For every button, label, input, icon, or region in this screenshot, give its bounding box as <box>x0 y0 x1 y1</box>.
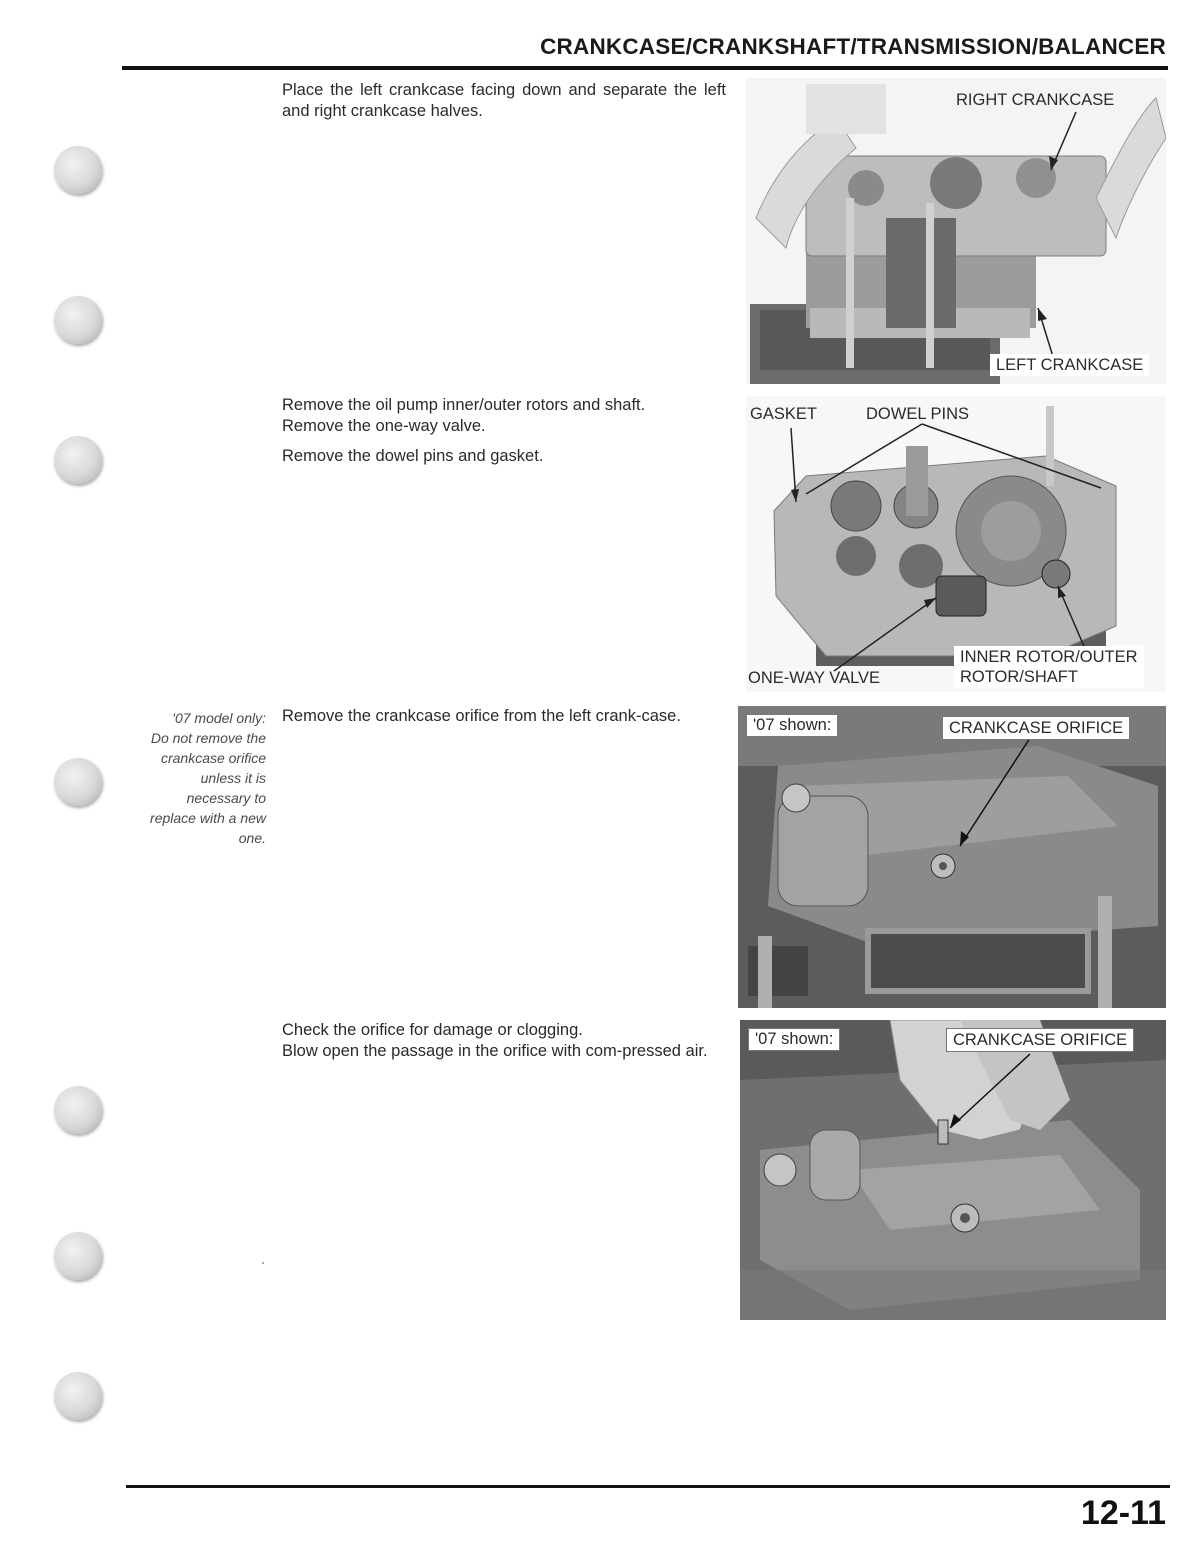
label-line: INNER ROTOR/OUTER <box>960 648 1138 666</box>
step-line: Remove the oil pump inner/outer rotors and shaft. <box>282 396 646 414</box>
side-note-line: Do not remove the <box>150 730 266 746</box>
header-rule <box>122 66 1168 70</box>
figure-crankcase-orifice <box>738 706 1166 1008</box>
side-note-line: one. <box>238 830 266 846</box>
binder-hole <box>54 436 102 484</box>
label-left-crankcase: LEFT CRANKCASE <box>990 354 1149 376</box>
label-line: ROTOR/SHAFT <box>960 668 1078 686</box>
side-note <box>120 708 266 848</box>
step-remove-orifice: Remove the crankcase orifice from the left crank-case. <box>282 707 681 725</box>
figure-orifice-check <box>740 1020 1166 1320</box>
side-note-line: replace with a new <box>150 810 266 826</box>
side-note-line: necessary to <box>186 790 266 806</box>
label-dowel-pins: DOWEL PINS <box>866 405 969 423</box>
step-line: Blow open the passage in the orifice with com-pressed air. <box>282 1041 708 1060</box>
label-one-way-valve: ONE-WAY VALVE <box>748 669 881 687</box>
binder-hole <box>54 1086 102 1134</box>
step-line: Check the orifice for damage or clogging. <box>282 1021 583 1039</box>
binder-hole <box>54 758 102 806</box>
figure-crankcase-separation <box>746 78 1166 384</box>
page-number: 12-11 <box>1080 1494 1166 1532</box>
step-check-orifice <box>282 1020 726 1061</box>
binder-hole <box>54 146 102 194</box>
side-note-line: crankcase orifice <box>160 750 266 766</box>
label-gasket: GASKET <box>750 405 817 423</box>
side-note-line: unless it is <box>200 770 266 786</box>
orifice-check-photo-illustration <box>740 1020 1166 1320</box>
step-separate-crankcase: Place the left crankcase facing down and separate the left and right crankcase halves. <box>282 81 726 120</box>
step-line: Remove the one-way valve. <box>282 416 486 435</box>
binder-hole <box>54 296 102 344</box>
binder-hole <box>54 1232 102 1280</box>
step-line: Remove the dowel pins and gasket. <box>282 447 544 465</box>
orifice-photo-illustration <box>738 706 1166 1008</box>
label-inner-rotor <box>954 646 1144 688</box>
page-title: CRANKCASE/CRANKSHAFT/TRANSMISSION/BALANCER <box>540 34 1166 59</box>
scan-speck <box>262 1262 264 1264</box>
binder-hole <box>54 1372 102 1420</box>
shown-tag: '07 shown: <box>746 714 838 737</box>
label-right-crankcase: RIGHT CRANKCASE <box>956 91 1115 109</box>
label-crankcase-orifice: CRANKCASE ORIFICE <box>946 1028 1134 1052</box>
side-note-line: '07 model only: <box>172 710 266 726</box>
footer-rule <box>126 1485 1170 1488</box>
crankcase-photo-illustration <box>746 78 1166 384</box>
step-remove-oil-pump <box>282 395 726 467</box>
label-crankcase-orifice: CRANKCASE ORIFICE <box>942 716 1130 740</box>
shown-tag: '07 shown: <box>748 1028 840 1051</box>
figure-oil-pump-removal <box>746 396 1166 692</box>
